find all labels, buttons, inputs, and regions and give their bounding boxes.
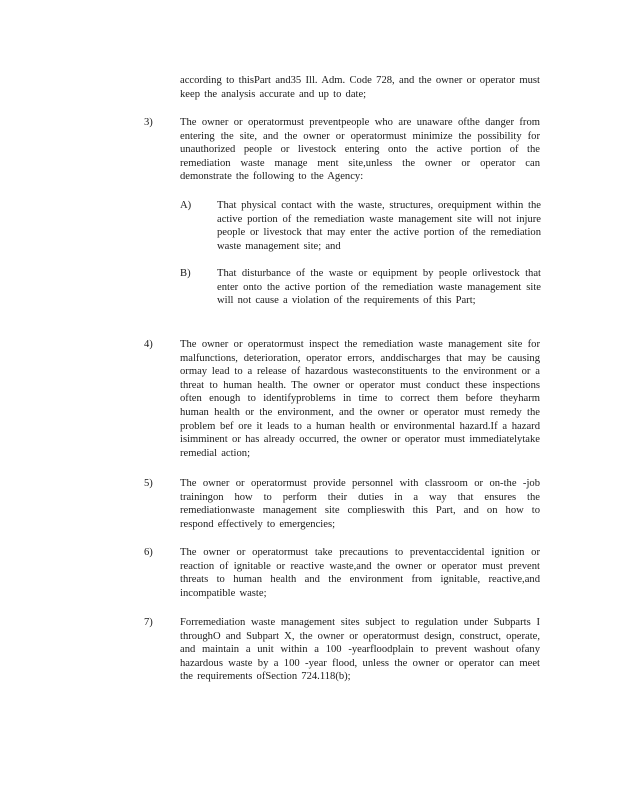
item-4-number: 4) xyxy=(144,339,153,350)
item-3b-letter: B) xyxy=(180,268,191,279)
item-5-number: 5) xyxy=(144,478,153,489)
item-7-number: 7) xyxy=(144,617,153,628)
item-3a-text: That physical contact with the waste, structures, orequipment within the active portion of the remediation waste management site will not injure people or livestock that may enter the active portion of the remediation waste management site; and xyxy=(217,200,541,252)
item-3-number: 3) xyxy=(144,117,153,128)
item-6-number: 6) xyxy=(144,547,153,558)
item-5-text: The owner or operatormust provide personnel with classroom or on-the -job trainingon how to perform their duties in a way that ensures the remediationwaste management site complieswith this Part, and on how to respond effectively to emergencies; xyxy=(180,478,540,530)
item-3a-letter: A) xyxy=(180,200,192,211)
continuation-paragraph: according to thisPart and35 Ill. Adm. Code 728, and the owner or operator must keep the analysis accurate and up to date; xyxy=(180,75,540,100)
item-4-text: The owner or operatormust inspect the remediation waste management site for malfunctions, deterioration, operator errors, anddischarges that may be causing ormay lead to a release of hazardous wasteconstituents to the environment or a threat to human health. The owner or operator must conduct these inspections often enough to identifyproblems in time to correct them before theyharm human health or the environment, and the owner or operator must remedy the problem bef ore it leads to a human health or environmental hazard.If a hazard isimminent or has already occurred, the owner or operator must immediatelytake remedial action; xyxy=(180,339,540,459)
item-3-text: The owner or operatormust preventpeople who are unaware ofthe danger from entering the site, and the owner or operatormust minimize the possibility for unauthorized people or livestock entering onto the active portion of the remediation waste manage ment site,unless the owner or operator can demonstrate the following to the Agency: xyxy=(180,117,540,183)
item-7-text: Forremediation waste management sites subject to regulation under Subparts I throughO and Subpart X, the owner or operatormust design, construct, operate, and maintain a unit within a 100 -yearfloodplain to prevent washout ofany hazardous waste by a 100 -year flood, unless the owner or operator can meet the requirements ofSection 724.118(b); xyxy=(180,617,540,683)
item-6-text: The owner or operatormust take precautions to preventaccidental ignition or reaction of ignitable or reactive waste,and the owner or operator must prevent threats to human health and the environment from ignitable, reactive,and incompatible waste; xyxy=(180,547,540,599)
item-3b-text: That disturbance of the waste or equipment by people orlivestock that enter onto the active portion of the remediation waste management site will not cause a violation of the requirements of this Part; xyxy=(217,268,541,307)
